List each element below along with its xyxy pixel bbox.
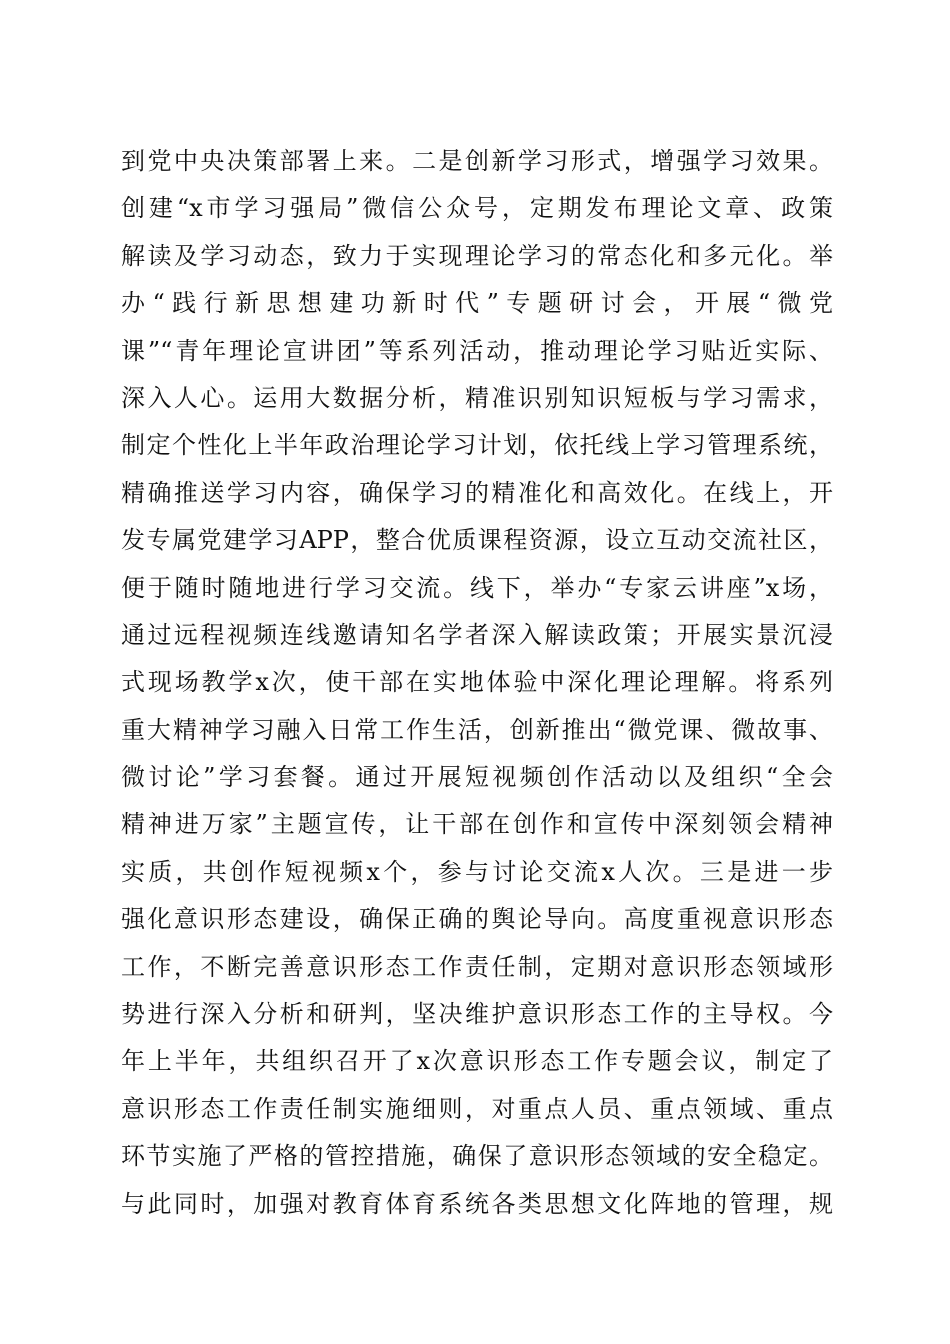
text-line-2: 创建“x市学习强局”微信公众号，定期发布理论文章、政策 [121,194,833,223]
body-text [121,138,833,1228]
text-line-17: 强化意识形态建设，确保正确的舆论导向。高度重视意识形态 [121,905,833,934]
text-line-14: 微讨论”学习套餐。通过开展短视频创作活动以及组织“全会 [121,763,833,792]
text-line-18: 工作，不断完善意识形态工作责任制，定期对意识形态领域形 [121,952,833,981]
text-line-10: 便于随时随地进行学习交流。线下，举办“专家云讲座”x场， [121,573,833,602]
text-line-4: 办“践行新思想建功新时代”专题研讨会，开展“微党 [121,289,833,318]
text-line-7: 制定个性化上半年政治理论学习计划，依托线上学习管理系统， [121,431,833,460]
text-line-19: 势进行深入分析和研判，坚决维护意识形态工作的主导权。今 [121,1000,833,1029]
text-line-21: 意识形态工作责任制实施细则，对重点人员、重点领域、重点 [121,1094,833,1123]
text-line-9: 发专属党建学习APP，整合优质课程资源，设立互动交流社区， [121,526,833,555]
text-line-1: 到党中央决策部署上来。二是创新学习形式，增强学习效果。 [121,147,833,175]
text-line-5: 课”“青年理论宣讲团”等系列活动，推动理论学习贴近实际、 [121,336,833,365]
text-line-11: 通过远程视频连线邀请知名学者深入解读政策；开展实景沉浸 [121,620,833,649]
text-line-16: 实质，共创作短视频x个，参与讨论交流x人次。三是进一步 [121,857,833,886]
text-line-20: 年上半年，共组织召开了x次意识形态工作专题会议，制定了 [121,1047,833,1076]
text-line-8: 精确推送学习内容，确保学习的精准化和高效化。在线上，开 [121,478,833,507]
text-line-15: 精神进万家”主题宣传，让干部在创作和宣传中深刻领会精神 [121,810,833,839]
text-line-6: 深入人心。运用大数据分析，精准识别知识短板与学习需求， [121,383,833,412]
text-line-23: 与此同时，加强对教育体育系统各类思想文化阵地的管理，规 [121,1189,833,1218]
text-line-13: 重大精神学习融入日常工作生活，创新推出“微党课、微故事、 [121,715,833,744]
text-line-3: 解读及学习动态，致力于实现理论学习的常态化和多元化。举 [121,241,833,270]
text-line-22: 环节实施了严格的管控措施，确保了意识形态领域的安全稳定。 [121,1142,833,1171]
text-line-12: 式现场教学x次，使干部在实地体验中深化理论理解。将系列 [121,668,833,697]
